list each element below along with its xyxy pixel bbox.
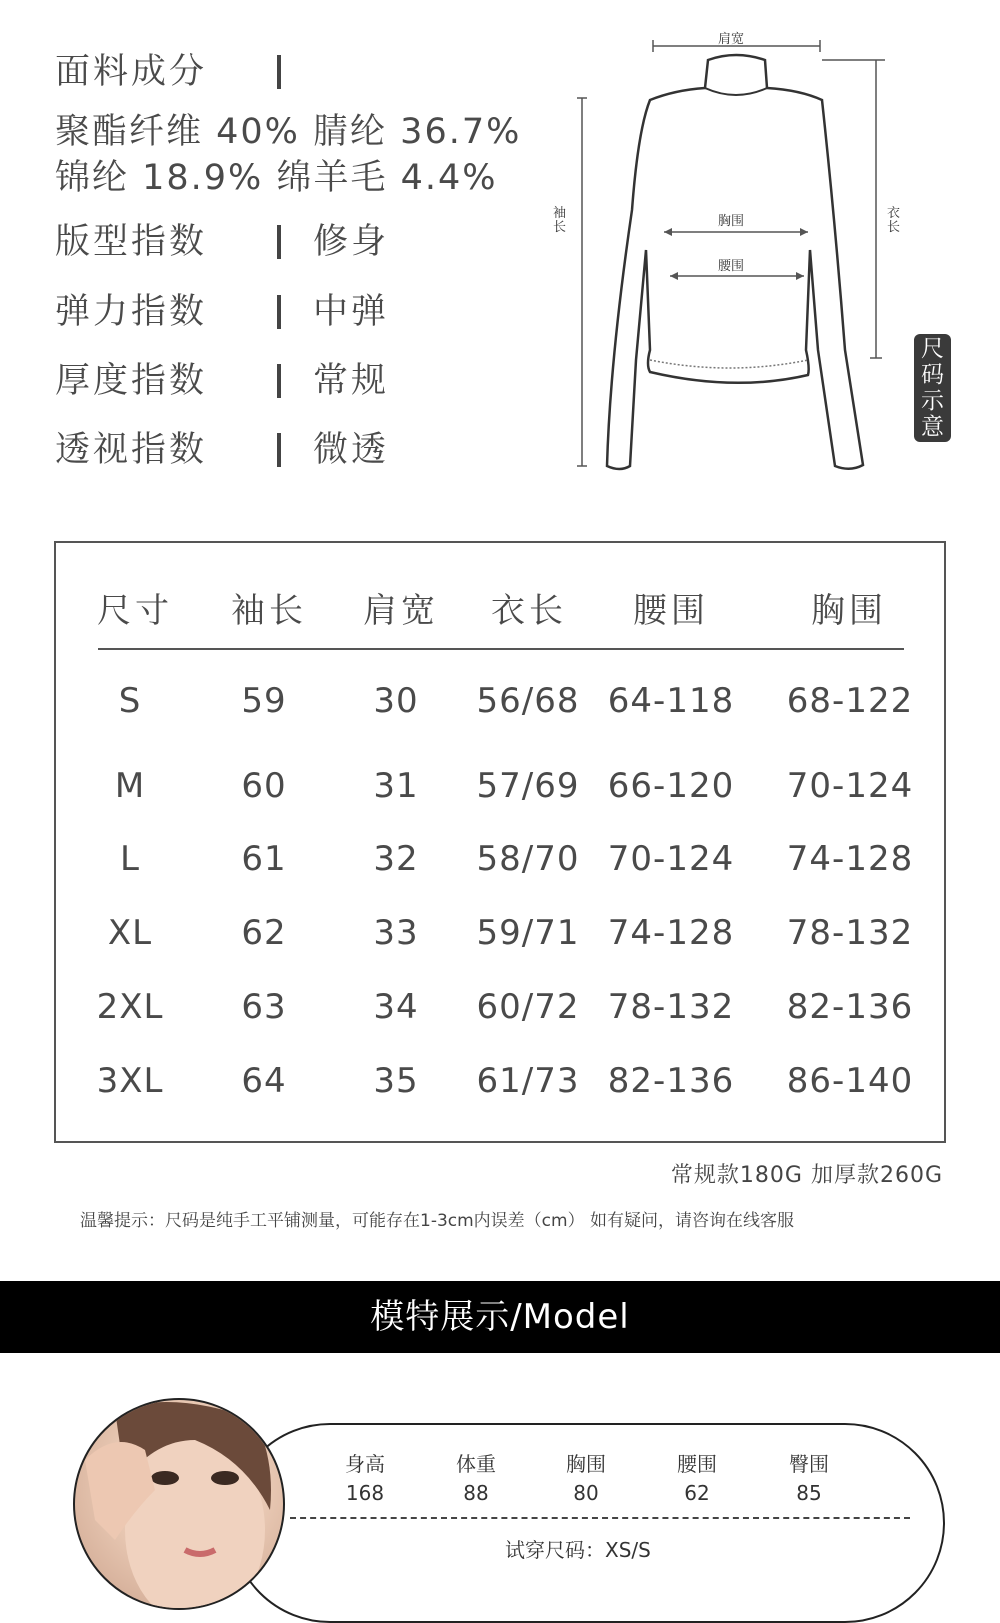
stat-value: 88	[463, 1481, 489, 1505]
model-banner: 模特展示/Model	[0, 1281, 1000, 1353]
index-value: 微透	[313, 430, 390, 470]
measurement-tip: 温馨提示：尺码是纯手工平铺测量，可能存在1-3cm内误差（cm） 如有疑问，请咨询在线客服	[80, 1211, 794, 1231]
stat-label: 臀围	[789, 1452, 829, 1476]
separator-bar	[277, 433, 281, 467]
table-cell: 31	[373, 766, 419, 806]
fabric-label: 面料成分	[55, 52, 208, 92]
table-cell: 62	[241, 913, 287, 953]
table-cell: 63	[241, 987, 287, 1027]
table-cell: 61/73	[476, 1061, 580, 1101]
table-cell: 66-120	[607, 766, 735, 806]
table-cell: 78-132	[607, 987, 735, 1027]
table-cell: M	[114, 766, 146, 806]
fabric-composition-line2: 锦纶 18.9% 绵羊毛 4.4%	[55, 158, 498, 198]
table-cell: 82-136	[786, 987, 914, 1027]
separator-bar	[277, 295, 281, 329]
table-cell: 64	[241, 1061, 287, 1101]
size-table	[54, 541, 946, 1143]
table-cell: 82-136	[607, 1061, 735, 1101]
index-label: 弹力指数	[55, 292, 208, 332]
table-cell: 74-128	[786, 839, 914, 879]
garment-diagram	[540, 20, 910, 480]
table-cell: 61	[241, 839, 287, 879]
table-cell: 64-118	[607, 681, 735, 721]
table-header-waist: 腰围	[633, 591, 709, 631]
fabric-row	[55, 44, 313, 94]
index-value: 中弹	[313, 292, 390, 332]
table-cell: 60	[241, 766, 287, 806]
model-stat-weight	[431, 1448, 521, 1505]
weight-note: 常规款180G 加厚款260G	[670, 1163, 943, 1188]
stat-value: 85	[796, 1481, 822, 1505]
separator-bar	[277, 225, 281, 259]
table-cell: 57/69	[476, 766, 580, 806]
separator-bar	[277, 55, 281, 89]
stats-divider	[290, 1517, 910, 1519]
table-cell: 58/70	[476, 839, 580, 879]
length-label: 衣长	[887, 206, 901, 235]
model-stat-waist	[652, 1448, 742, 1505]
table-cell: 70-124	[786, 766, 914, 806]
stat-value: 168	[345, 1481, 385, 1505]
table-cell: 2XL	[96, 987, 164, 1027]
index-row-thickness	[55, 353, 389, 403]
index-row-sheerness	[55, 422, 389, 472]
model-face-illustration	[75, 1400, 285, 1610]
table-header-size: 尺寸	[97, 591, 173, 631]
stat-value: 62	[684, 1481, 710, 1505]
stat-label: 腰围	[677, 1452, 717, 1476]
model-stat-height	[320, 1448, 410, 1505]
table-header-length: 衣长	[491, 591, 567, 631]
shoulder-label: 肩宽	[718, 32, 745, 47]
model-stat-chest	[541, 1448, 631, 1505]
stat-label: 胸围	[566, 1452, 606, 1476]
table-cell: 60/72	[476, 987, 580, 1027]
sleeve-label: 袖长	[553, 206, 567, 235]
separator-bar	[277, 364, 281, 398]
index-row-fit	[55, 214, 389, 264]
chest-label: 胸围	[718, 214, 745, 229]
table-cell: 3XL	[96, 1061, 164, 1101]
waist-label: 腰围	[718, 259, 745, 274]
table-cell: 68-122	[786, 681, 914, 721]
try-on-size: 试穿尺码：XS/S	[505, 1538, 651, 1562]
header-divider	[98, 648, 904, 650]
stat-label: 身高	[345, 1452, 385, 1476]
index-value: 修身	[313, 222, 390, 262]
size-guide-tag: 尺码示意	[914, 334, 951, 442]
table-cell: 33	[373, 913, 419, 953]
table-header-shoulder: 肩宽	[363, 591, 439, 631]
model-photo	[73, 1398, 285, 1610]
table-cell: 30	[373, 681, 419, 721]
table-cell: 74-128	[607, 913, 735, 953]
table-cell: S	[118, 681, 142, 721]
fabric-composition-line1: 聚酯纤维 40% 腈纶 36.7%	[55, 112, 522, 152]
table-cell: XL	[107, 913, 153, 953]
model-stat-hip	[764, 1448, 854, 1505]
table-cell: 70-124	[607, 839, 735, 879]
table-cell: 78-132	[786, 913, 914, 953]
stat-label: 体重	[456, 1452, 496, 1476]
table-cell: 86-140	[786, 1061, 914, 1101]
index-label: 厚度指数	[55, 361, 208, 401]
table-cell: 59	[241, 681, 287, 721]
table-cell: 35	[373, 1061, 419, 1101]
table-header-chest: 胸围	[811, 591, 887, 631]
index-value: 常规	[313, 361, 390, 401]
table-cell: L	[120, 839, 140, 879]
table-header-sleeve: 袖长	[231, 591, 307, 631]
index-label: 版型指数	[55, 222, 208, 262]
table-cell: 34	[373, 987, 419, 1027]
index-row-elasticity	[55, 284, 389, 334]
table-cell: 59/71	[476, 913, 580, 953]
table-cell: 32	[373, 839, 419, 879]
index-label: 透视指数	[55, 430, 208, 470]
table-cell: 56/68	[476, 681, 580, 721]
stat-value: 80	[573, 1481, 599, 1505]
